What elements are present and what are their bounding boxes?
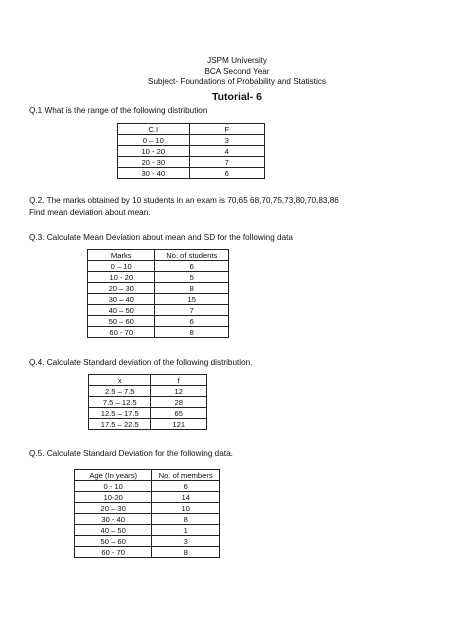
table-cell: 15: [155, 294, 229, 305]
question-5-table: [74, 469, 220, 558]
table-header-cell: F: [189, 124, 264, 135]
table-header-cell: No. of students: [155, 250, 229, 261]
university-name: JSPM University: [206, 56, 268, 65]
question-4-table: [88, 374, 207, 430]
table-row: [89, 419, 207, 430]
table-header-cell: f: [151, 375, 207, 386]
table-row: [118, 146, 265, 157]
table-cell: 7: [189, 157, 264, 168]
table-cell: 10 - 20: [118, 146, 190, 157]
tutorial-title: Tutorial- 6: [212, 90, 262, 103]
table-row: [88, 283, 229, 294]
question-3-table: [87, 249, 229, 338]
table-cell: 0 - 10: [75, 481, 152, 492]
table-row: [75, 481, 220, 492]
table-cell: 40 – 50: [88, 305, 155, 316]
question-5-text: Q.5. Calculate Standard Deviation for the following data.: [29, 449, 233, 458]
table-cell: 28: [151, 397, 207, 408]
question-1-table: [117, 123, 265, 179]
table-header-row: [75, 470, 220, 481]
table-row: [89, 397, 207, 408]
table-row: [75, 492, 220, 503]
table-cell: 12: [151, 386, 207, 397]
table-cell: 8: [155, 283, 229, 294]
table-cell: 121: [151, 419, 207, 430]
table-cell: 17.5 – 22.5: [89, 419, 151, 430]
table-cell: 7: [155, 305, 229, 316]
table-row: [118, 157, 265, 168]
question-2-line-2: Find mean deviation about mean.: [29, 208, 151, 217]
table-row: [88, 327, 229, 338]
table-cell: 8: [155, 327, 229, 338]
table-header-cell: Marks: [88, 250, 155, 261]
table-header-cell: x: [89, 375, 151, 386]
table-header-row: [89, 375, 207, 386]
question-1-text: Q.1 What is the range of the following distribution: [29, 106, 208, 115]
table-row: [118, 135, 265, 146]
question-3-text: Q.3. Calculate Mean Deviation about mean and SD for the following data: [29, 233, 293, 242]
table-row: [88, 272, 229, 283]
table-cell: 20 – 30: [75, 503, 152, 514]
table-cell: 6: [189, 168, 264, 179]
table-cell: 50 – 60: [88, 316, 155, 327]
table-cell: 14: [152, 492, 220, 503]
table-cell: 10 - 20: [88, 272, 155, 283]
table-row: [75, 525, 220, 536]
table-cell: 6: [152, 481, 220, 492]
table-cell: 10-20: [75, 492, 152, 503]
table-cell: 5: [155, 272, 229, 283]
table-row: [88, 261, 229, 272]
table-cell: 30 - 40: [75, 514, 152, 525]
table-cell: 1: [152, 525, 220, 536]
table-cell: 12.5 – 17.5: [89, 408, 151, 419]
subject-line: Subject- Foundations of Probability and Statistics: [148, 77, 326, 86]
table-cell: 6: [155, 261, 229, 272]
table-cell: 40 – 50: [75, 525, 152, 536]
table-row: [75, 547, 220, 558]
table-cell: 20 – 30: [88, 283, 155, 294]
table-row: [89, 386, 207, 397]
table-header-cell: C.I: [118, 124, 190, 135]
table-cell: 4: [189, 146, 264, 157]
table-cell: 10: [152, 503, 220, 514]
table-row: [89, 408, 207, 419]
table-cell: 3: [152, 536, 220, 547]
table-row: [75, 503, 220, 514]
table-row: [75, 536, 220, 547]
table-cell: 8: [152, 547, 220, 558]
table-cell: 0 – 10: [88, 261, 155, 272]
document-header: [0, 56, 474, 104]
table-row: [88, 294, 229, 305]
table-cell: 8: [152, 514, 220, 525]
table-cell: 6: [155, 316, 229, 327]
question-4-text: Q.4. Calculate Standard deviation of the following distribution.: [29, 358, 253, 367]
table-cell: 60 - 70: [75, 547, 152, 558]
question-2-line-1: Q.2. The marks obtained by 10 students in an exam is 70,65 68,70,75,73,80,70,83,86: [29, 196, 339, 205]
table-row: [88, 305, 229, 316]
table-row: [88, 316, 229, 327]
table-header-row: [118, 124, 265, 135]
class-name: BCA Second Year: [204, 66, 270, 76]
table-cell: 3: [189, 135, 264, 146]
table-row: [118, 168, 265, 179]
table-header-cell: Age (In years): [75, 470, 152, 481]
table-cell: 30 - 40: [118, 168, 190, 179]
table-cell: 7.5 – 12.5: [89, 397, 151, 408]
table-cell: 20 - 30: [118, 157, 190, 168]
table-cell: 30 – 40: [88, 294, 155, 305]
table-row: [75, 514, 220, 525]
table-cell: 2.5 – 7.5: [89, 386, 151, 397]
table-cell: 0 – 10: [118, 135, 190, 146]
table-cell: 65: [151, 408, 207, 419]
table-header-row: [88, 250, 229, 261]
table-cell: 60 - 70: [88, 327, 155, 338]
table-header-cell: No. of members: [152, 470, 220, 481]
table-cell: 50 – 60: [75, 536, 152, 547]
